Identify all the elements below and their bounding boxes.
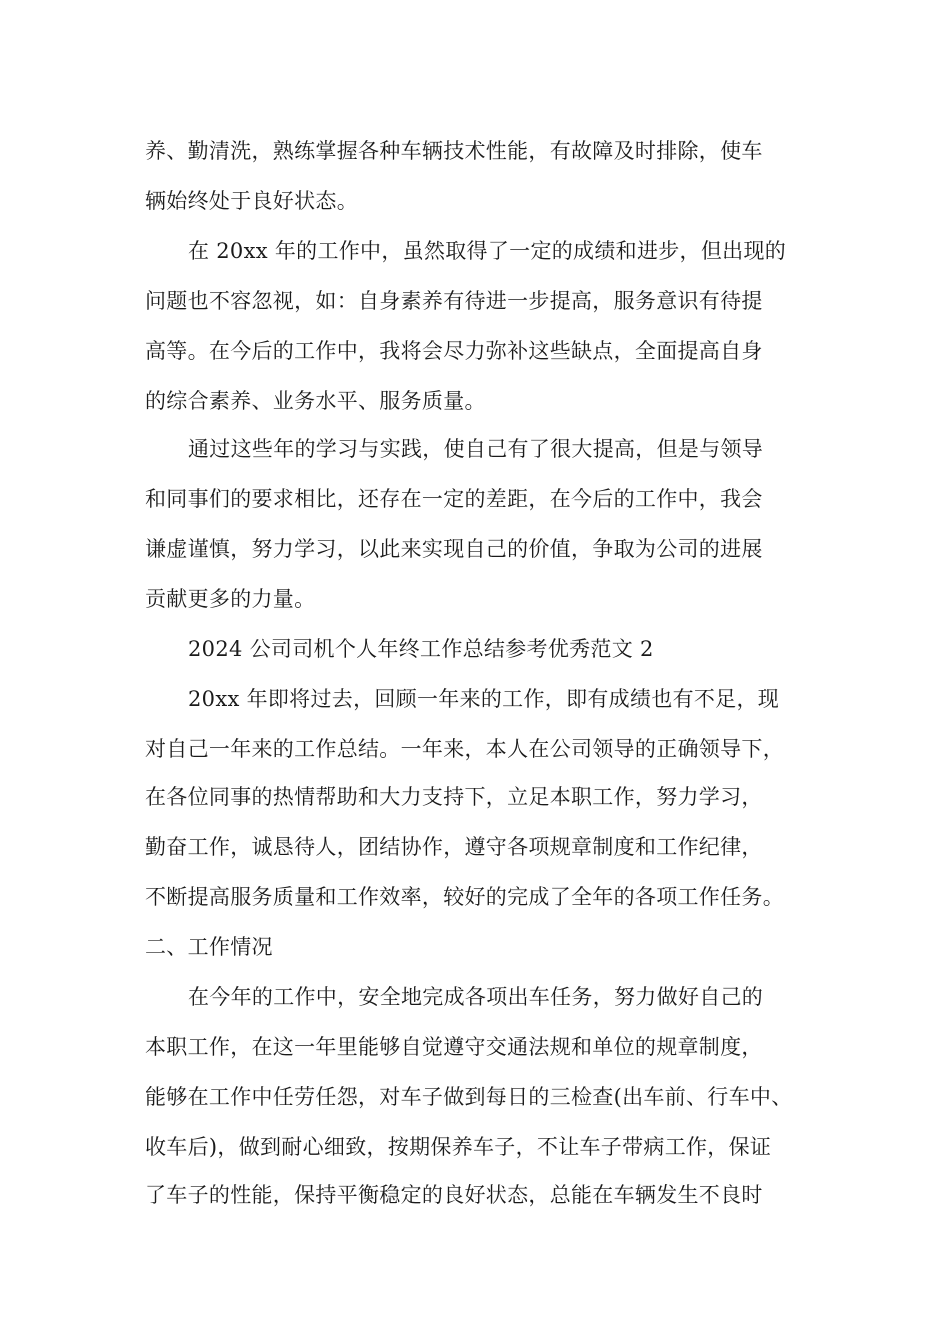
text-line: 了车子的性能，保持平衡稳定的良好状态，总能在车辆发生不良时 [145, 1183, 763, 1207]
paragraph-start: 通过这些年的学习与实践，使自己有了很大提高，但是与领导 [188, 437, 764, 461]
text-line: 和同事们的要求相比，还存在一定的差距，在今后的工作中，我会 [145, 487, 763, 511]
text-line: 收车后)，做到耐心细致，按期保养车子，不让车子带病工作，保证 [145, 1135, 772, 1159]
paragraph-start: 在今年的工作中，安全地完成各项出车任务，努力做好自己的 [188, 985, 764, 1009]
text-line: 在各位同事的热情帮助和大力支持下，立足本职工作，努力学习， [145, 785, 763, 809]
text-line: 谦虚谨慎，努力学习，以此来实现自己的价值，争取为公司的进展 [145, 537, 763, 561]
section-heading: 2024 公司司机个人年终工作总结参考优秀范文 2 [188, 637, 654, 661]
text-line: 高等。在今后的工作中，我将会尽力弥补这些缺点，全面提高自身 [145, 339, 763, 363]
text-line: 对自己一年来的工作总结。一年来，本人在公司领导的正确领导下， [145, 737, 784, 761]
text-line: 本职工作，在这一年里能够自觉遵守交通法规和单位的规章制度， [145, 1035, 763, 1059]
text-line: 的综合素养、业务水平、服务质量。 [145, 389, 486, 413]
text-line: 勤奋工作，诚恳待人，团结协作，遵守各项规章制度和工作纪律， [145, 835, 763, 859]
text-line: 养、勤清洗，熟练掌握各种车辆技术性能，有故障及时排除，使车 [145, 139, 763, 163]
text-line: 不断提高服务质量和工作效率，较好的完成了全年的各项工作任务。 [145, 885, 784, 909]
paragraph-start: 20xx 年即将过去，回顾一年来的工作，即有成绩也有不足，现 [188, 687, 780, 711]
text-line: 能够在工作中任劳任怨，对车子做到每日的三检查(出车前、行车中、 [145, 1085, 793, 1109]
paragraph-start: 在 20xx 年的工作中，虽然取得了一定的成绩和进步，但出现的 [188, 239, 787, 263]
text-line: 问题也不容忽视，如：自身素养有待进一步提高，服务意识有待提 [145, 289, 763, 313]
section-heading: 二、工作情况 [145, 935, 273, 959]
text-line: 贡献更多的力量。 [145, 587, 316, 611]
text-line: 辆始终处于良好状态。 [145, 189, 358, 213]
